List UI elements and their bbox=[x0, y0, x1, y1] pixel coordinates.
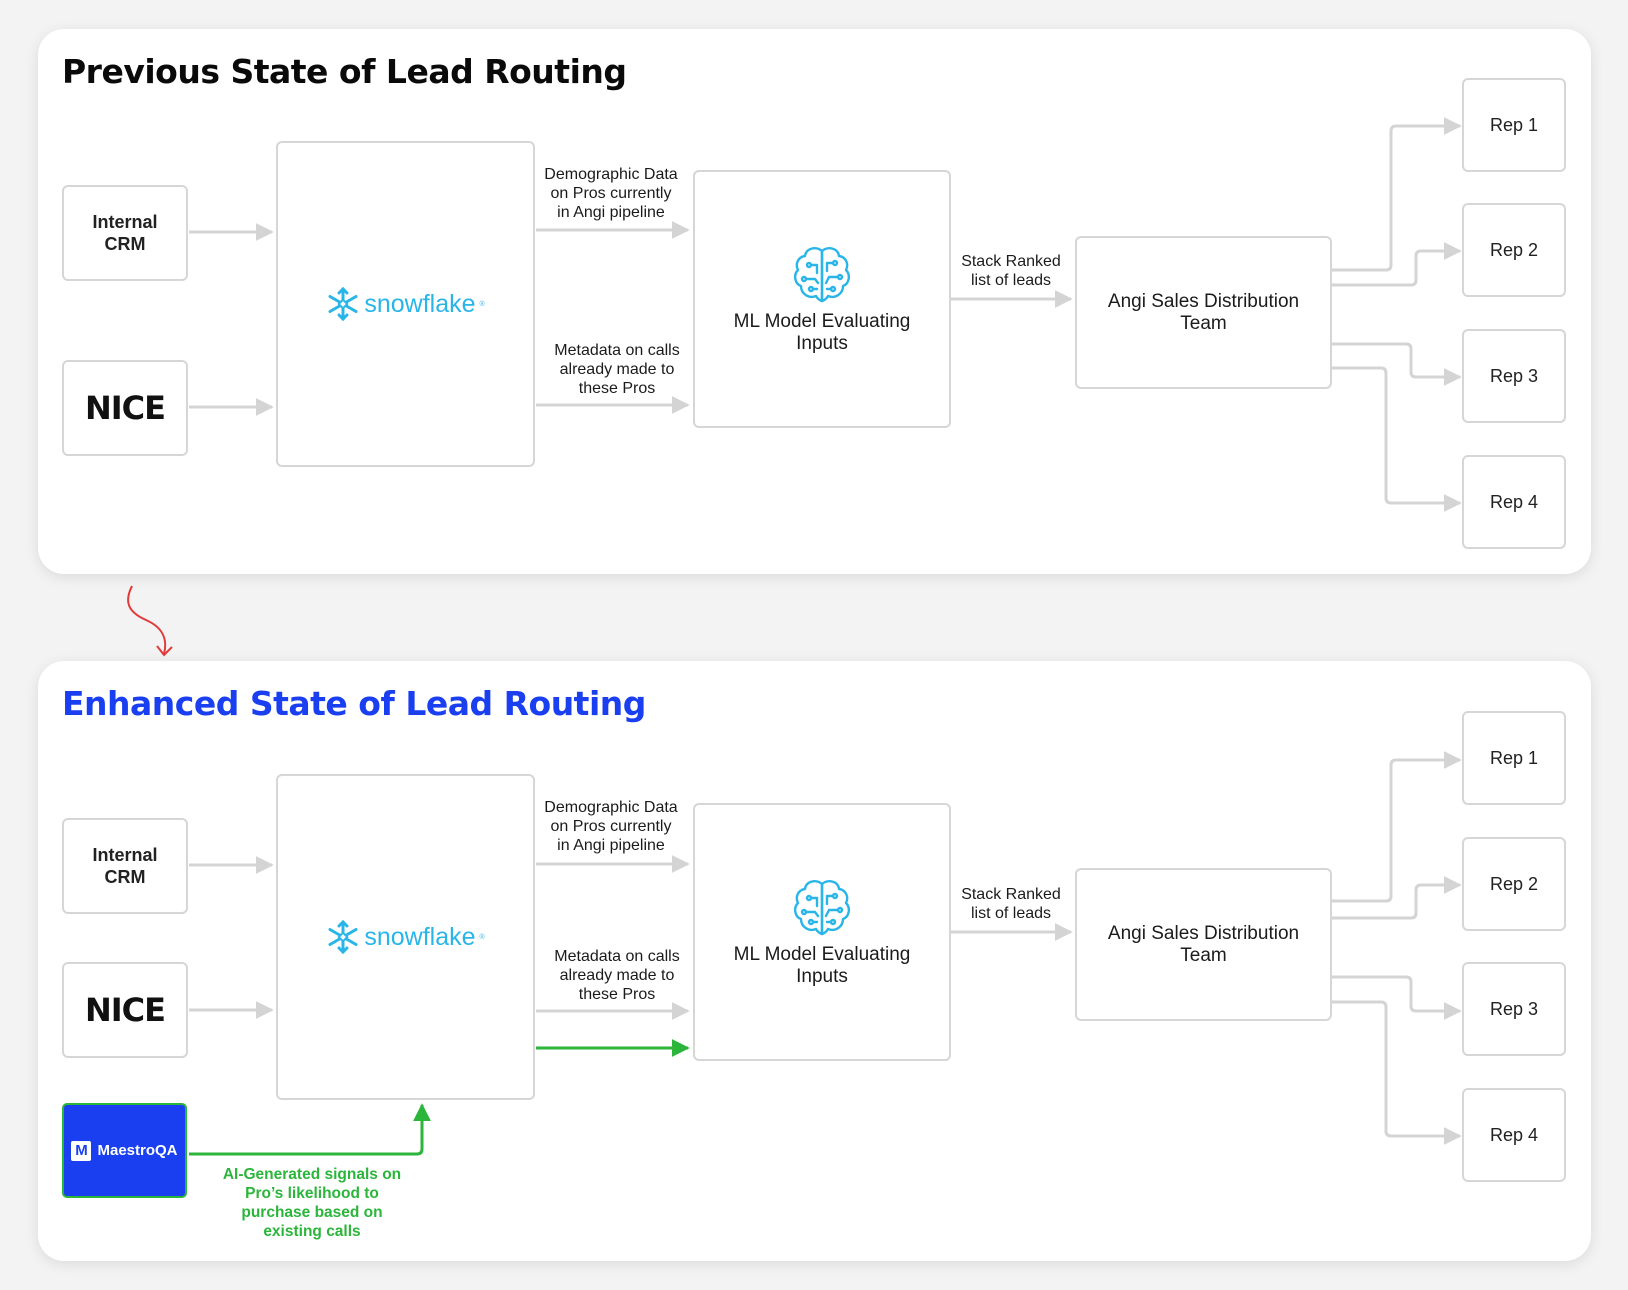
edge-label-demographic: Demographic Data on Pros currently in Angi pipeline bbox=[544, 166, 678, 221]
edge-label-ai-signals: AI-Generated signals on Pro’s likelihood to purchase based on existing calls bbox=[222, 1166, 402, 1240]
internal-crm-node: Internal CRM bbox=[62, 818, 188, 914]
arrow-rep4-bot bbox=[1332, 1002, 1460, 1136]
page-title-enhanced: Enhanced State of Lead Routing bbox=[62, 684, 646, 723]
arrow-rep2-top bbox=[1332, 251, 1460, 285]
nice-logo: NICE bbox=[84, 991, 166, 1029]
snowflake-node: snowflake ® bbox=[276, 774, 535, 1100]
snowflake-logo-text: snowflake bbox=[364, 922, 476, 951]
rep-2-node: Rep 2 bbox=[1462, 203, 1566, 297]
edge-label-stack-ranked: Stack Ranked list of leads bbox=[961, 886, 1061, 922]
snowflake-logo-text: snowflake bbox=[364, 289, 476, 318]
edge-label-demographic: Demographic Data on Pros currently in Angi pipeline bbox=[544, 799, 678, 854]
rep-4-node: Rep 4 bbox=[1462, 1088, 1566, 1182]
brain-icon bbox=[791, 876, 853, 938]
arrow-rep3-top bbox=[1332, 344, 1460, 377]
rep-1-node: Rep 1 bbox=[1462, 78, 1566, 172]
maestroqa-label: MaestroQA bbox=[97, 1142, 178, 1159]
maestroqa-node bbox=[62, 1103, 187, 1198]
edge-label-metadata: Metadata on calls already made to these Pros bbox=[554, 342, 680, 397]
edge-label-metadata: Metadata on calls already made to these Pros bbox=[554, 948, 680, 1003]
ml-model-node bbox=[693, 170, 951, 428]
snowflake-icon bbox=[326, 920, 360, 954]
ml-model-label: ML Model Evaluating Inputs bbox=[733, 944, 911, 987]
nice-node bbox=[62, 360, 188, 456]
angi-sales-node: Angi Sales Distribution Team bbox=[1075, 236, 1332, 389]
rep-3-node: Rep 3 bbox=[1462, 329, 1566, 423]
arrow-rep3-bot bbox=[1332, 977, 1460, 1011]
snowflake-icon bbox=[326, 287, 360, 321]
edge-label-stack-ranked: Stack Ranked list of leads bbox=[961, 253, 1061, 289]
arrow-rep4-top bbox=[1332, 368, 1460, 503]
transition-arrow-icon bbox=[128, 586, 172, 655]
brain-icon bbox=[791, 243, 853, 305]
rep-3-node: Rep 3 bbox=[1462, 962, 1566, 1056]
arrow-rep1-top bbox=[1332, 126, 1460, 270]
internal-crm-node: Internal CRM bbox=[62, 185, 188, 281]
nice-logo: NICE bbox=[84, 389, 166, 427]
ml-model-node bbox=[693, 803, 951, 1061]
ml-model-label: ML Model Evaluating Inputs bbox=[733, 311, 911, 354]
rep-2-node: Rep 2 bbox=[1462, 837, 1566, 931]
angi-sales-node: Angi Sales Distribution Team bbox=[1075, 868, 1332, 1021]
nice-node bbox=[62, 962, 188, 1058]
rep-4-node: Rep 4 bbox=[1462, 455, 1566, 549]
arrow-maestro-to-snowflake bbox=[189, 1105, 422, 1154]
maestroqa-logo-icon: M bbox=[71, 1141, 91, 1161]
snowflake-node: snowflake ® bbox=[276, 141, 535, 467]
arrow-rep1-bot bbox=[1332, 760, 1460, 901]
page-title-previous: Previous State of Lead Routing bbox=[62, 52, 627, 91]
rep-1-node: Rep 1 bbox=[1462, 711, 1566, 805]
